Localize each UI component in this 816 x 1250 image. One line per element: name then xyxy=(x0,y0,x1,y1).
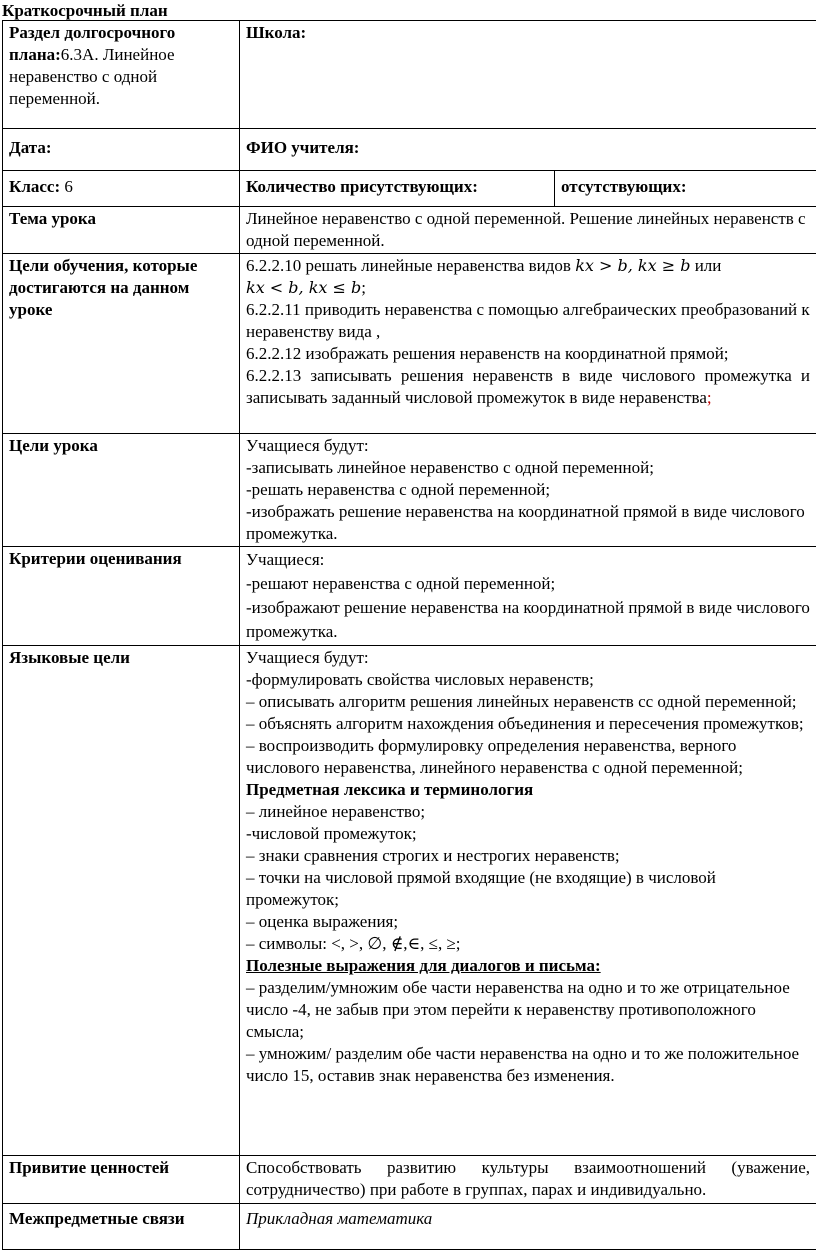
lesson-goals-label: Цели урока xyxy=(3,434,240,547)
values-text: Способствовать развитию культуры взаимоотношений (уважение, сотрудничество) при работе в группах, парах и индивидуально. xyxy=(240,1156,816,1204)
date-label: Дата: xyxy=(9,138,52,157)
phrase-2: – умножим/ разделим обе части неравенства на одно и то же положительное число 15, оставив знак неравенства без изменения. xyxy=(246,1044,800,1085)
language-goal-3: – объяснять алгоритм нахождения объединения и пересечения промежутков; xyxy=(246,714,804,733)
lesson-goal-3: -изображать решение неравенства на координатной прямой в виде числового промежутка. xyxy=(246,502,805,543)
section-cell xyxy=(3,21,240,129)
vocab-heading: Предметная лексика и терминология xyxy=(246,780,534,799)
objectives-row xyxy=(3,254,816,434)
language-label: Языковые цели xyxy=(3,646,240,1156)
section-value: 6.3А. Линейное неравенство с одной переменной. xyxy=(9,45,175,108)
objective-10-end: ; xyxy=(361,278,366,297)
phrase-1: – разделим/умножим обе части неравенства на одно и то же отрицательное число -4, не забыв при этом перейти к неравенству противоположного смысла; xyxy=(246,978,790,1041)
objective-13-text: 6.2.2.13 записывать решения неравенств в виде числового промежутка и записывать заданный числовой промежуток в виде неравенства xyxy=(246,366,810,407)
objective-12: 6.2.2.12 изображать решения неравенств на координатной прямой; xyxy=(246,344,729,363)
class-cell xyxy=(3,171,240,207)
objective-10-formula-2: kx < b, kx ≤ b xyxy=(246,278,362,297)
present-label: Количество присутствующих: xyxy=(246,177,478,196)
objectives-label: Цели обучения, которые достигаются на данном уроке xyxy=(3,254,240,434)
objective-10-or: или xyxy=(690,256,722,275)
criteria-cell xyxy=(240,547,816,646)
objective-10 xyxy=(246,255,810,277)
date-cell xyxy=(3,129,240,171)
criteria-1: -решают неравенства с одной переменной; xyxy=(246,574,556,593)
vocab-item-5: – оценка выражения; xyxy=(246,912,399,931)
links-label: Межпредметные связи xyxy=(3,1204,240,1250)
teacher-cell xyxy=(240,129,816,171)
section-label: Раздел долгосрочного плана: xyxy=(9,23,176,64)
vocab-item-1: – линейное неравенство; xyxy=(246,802,426,821)
school-label: Школа: xyxy=(246,23,307,42)
language-row xyxy=(3,646,816,1156)
lesson-goal-2: -решать неравенства с одной переменной; xyxy=(246,480,551,499)
present-cell xyxy=(240,171,555,207)
topic-label: Тема урока xyxy=(3,207,240,254)
objective-11: 6.2.2.11 приводить неравенства с помощью алгебраических преобразований к неравенству вида , xyxy=(246,300,810,341)
language-goal-2: – описывать алгоритм решения линейных неравенств сс одной переменной; xyxy=(246,692,797,711)
vocab-item-6: – символы: <, >, ∅, ∉,∈, ≤, ≥; xyxy=(246,934,461,953)
values-label: Привитие ценностей xyxy=(3,1156,240,1204)
class-label: Класс: xyxy=(9,177,61,196)
lesson-goals-row xyxy=(3,434,816,547)
date-row xyxy=(3,129,816,171)
lesson-goal-1: -записывать линейное неравенство с одной переменной; xyxy=(246,458,654,477)
vocab-item-3: – знаки сравнения строгих и нестрогих неравенств; xyxy=(246,846,620,865)
topic-text: Линейное неравенство с одной переменной. Решение линейных неравенств с одной переменной. xyxy=(240,207,816,254)
criteria-2: -изображают решение неравенства на координатной прямой в виде числового промежутка. xyxy=(246,598,810,641)
criteria-intro: Учащиеся: xyxy=(246,550,325,569)
school-cell xyxy=(240,21,816,129)
objective-10-formula: kx > b, kx ≥ b xyxy=(575,256,691,275)
page-title: Краткосрочный план xyxy=(2,1,168,20)
language-intro: Учащиеся будут: xyxy=(246,648,369,667)
absent-cell xyxy=(555,171,816,207)
class-row xyxy=(3,171,816,207)
vocab-item-4: – точки на числовой прямой входящие (не входящие) в числовой промежуток; xyxy=(246,868,716,909)
links-text: Прикладная математика xyxy=(240,1204,816,1250)
absent-label: отсутствующих: xyxy=(561,177,687,196)
criteria-label: Критерии оценивания xyxy=(3,547,240,646)
lesson-plan-table xyxy=(2,20,816,1250)
objectives-cell xyxy=(240,254,816,434)
objective-10-text: 6.2.2.10 решать линейные неравенства видов xyxy=(246,256,576,275)
values-row xyxy=(3,1156,816,1204)
objective-10-cont xyxy=(246,277,810,299)
links-row xyxy=(3,1204,816,1250)
topic-row xyxy=(3,207,816,254)
phrases-heading: Полезные выражения для диалогов и письма: xyxy=(246,956,601,975)
lesson-goal-intro: Учащиеся будут: xyxy=(246,436,369,455)
class-value: 6 xyxy=(64,177,73,196)
teacher-label: ФИО учителя: xyxy=(246,138,360,157)
language-goal-4: – воспроизводить формулировку определения неравенства, верного числового неравенства, линейного неравенства с одной переменной; xyxy=(246,736,743,777)
section-row xyxy=(3,21,816,129)
criteria-row xyxy=(3,547,816,646)
language-goal-1: -формулировать свойства числовых неравенств; xyxy=(246,670,594,689)
lesson-goals-cell xyxy=(240,434,816,547)
vocab-item-2: -числовой промежуток; xyxy=(246,824,417,843)
objective-13-end: ; xyxy=(706,388,712,407)
language-cell xyxy=(240,646,816,1156)
objective-13 xyxy=(246,365,810,409)
